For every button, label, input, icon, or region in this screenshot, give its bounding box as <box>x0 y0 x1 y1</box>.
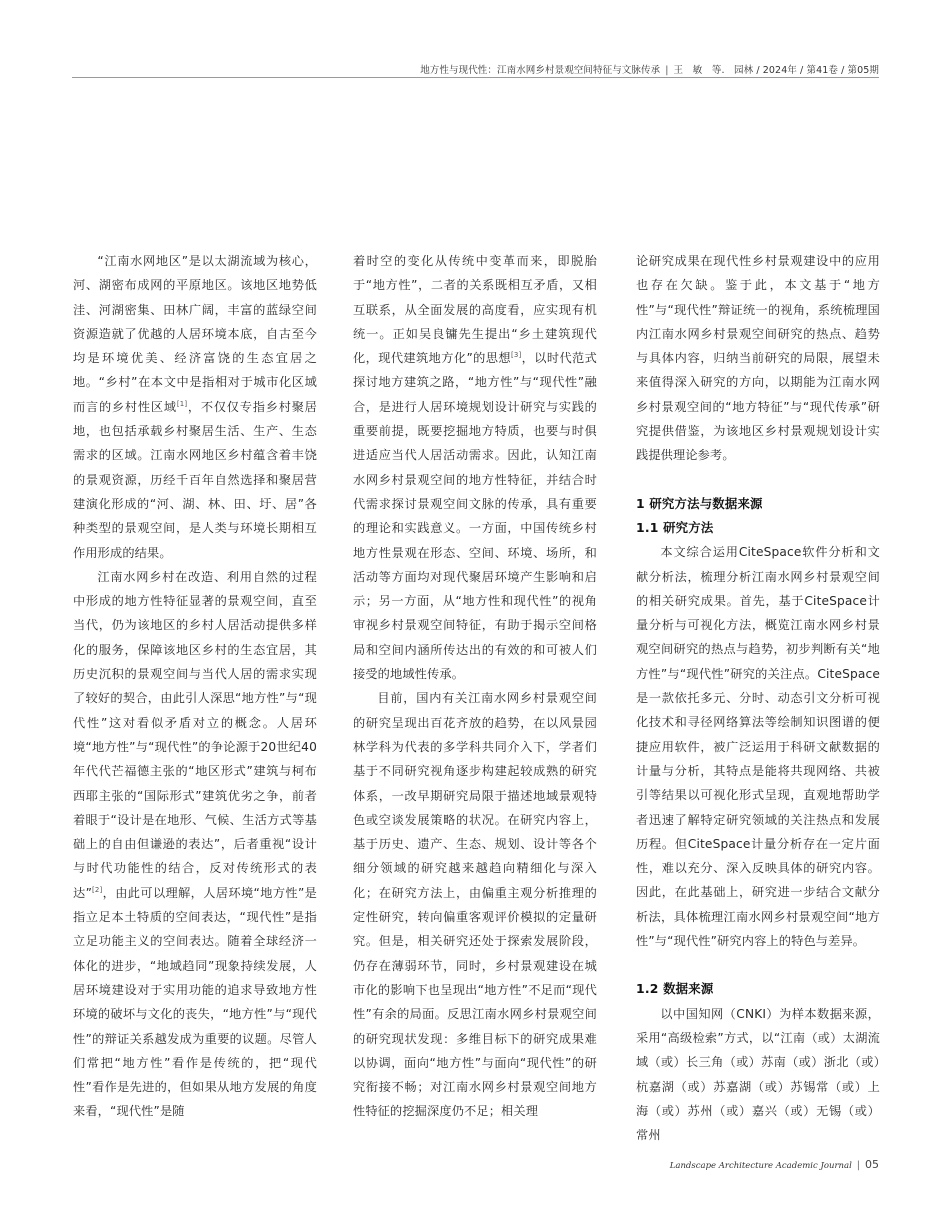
paragraph-intro-3 <box>353 249 597 686</box>
paragraph-intro-5: 论研究成果在现代性乡村景观建设中的应用也存在欠缺。鉴于此，本文基于“地方性”与“现代性”辩证统一的视角，系统梳理国内江南水网乡村景观空间研究的热点、趋势与具体内容，归纳当前研究的局限，展望未来值得深入研究的方向，以期能为江南水网乡村景观空间的“地方特征”与“现代传承”研究提供借鉴，为该地区乡村景观规划设计实践提供理论参考。 <box>636 254 880 463</box>
section-spacer <box>636 953 880 977</box>
text-column-3 <box>636 249 880 1147</box>
paragraph-text: 着时空的变化从传统中变革而来，即脱胎于“地方性”，二者的关系既相互矛盾，又相互联系，从全面发展的高度看，应实现有机统一。正如吴良镛先生提出“乡土建筑现代化，现代建筑地方化”的思想 <box>353 254 597 366</box>
footer-journal-name: Landscape Architecture Academic Journal <box>669 1161 852 1171</box>
section-spacer <box>636 468 880 492</box>
section-heading-1-2: 1.2 数据来源 <box>636 981 714 997</box>
reference-marker[interactable]: [3] <box>511 351 522 360</box>
header-article-title: 地方性与现代性：江南水网乡村景观空间特征与文脉传承 <box>420 65 661 76</box>
section-heading-1: 1 研究方法与数据来源 <box>636 495 763 511</box>
page-number: 05 <box>865 1158 879 1171</box>
paragraph-intro-1 <box>73 249 317 565</box>
paragraph-methods: 本文综合运用CiteSpace软件分析和文献分析法，梳理分析江南水网乡村景观空间的相关研究成果。首先，基于CiteSpace计量分析与可视化方法，概览江南水网乡村景观空间研究的热点与趋势，初步判断有关“地方性”与“现代性”研究的关注点。CiteSpace是一款依托多元、分时、动态引文分析可视化技术和寻径网络算法等绘制知识图谱的便捷应用软件，被广泛运用于科研文献数据的计量与分析，其特点是能将共现网络、共被引等结果以可视化形式呈现，直观地帮助学者迅速了解特定研究领域的关注热点和发展历程。但CiteSpace计量分析存在一定片面性，难以充分、深入反映具体的研究内容。因此，在此基础上，研究进一步结合文献分析法，具体梳理江南水网乡村景观空间“地方性”与“现代性”研究内容上的特色与差异。 <box>636 545 880 949</box>
paragraph-text: “江南水网地区”是以太湖流域为核心，河、湖密布成网的平原地区。该地区地势低洼、河湖密集、田林广阔，丰富的蓝绿空间资源造就了优越的人居环境本底，自古至今均是环境优美、经济富饶的生态宜居之地。“乡村”在本文中是指相对于城市化区域而言的乡村性区域 <box>73 254 317 414</box>
header-divider <box>72 77 879 78</box>
paragraph-data-source: 以中国知网（CNKI）为样本数据来源，采用“高级检索”方式，以“江南（或）太湖流域（或）长三角（或）苏南（或）浙北（或）杭嘉湖（或）苏嘉湖（或）苏锡常（或）上海（或）苏州（或）嘉兴（或）无锡（或）常州 <box>636 1006 880 1143</box>
paragraph-text: ，以时代范式探讨地方建筑之路，“地方性”与“现代性”融合，是进行人居环境规划设计研究与实践的重要前提，既要挖掘地方特质，也要与时俱进适应当代人居活动需求。因此，认知江南水网乡村景观空间的地方性特征，并结合时代需求探讨景观空间文脉的传承，具有重要的理论和实践意义。一方面，中国传统乡村地方性景观在形态、空间、环境、场所，和活动等方面均对现代聚居环境产生影响和启示；另一方面，从“地方性和现代性”的视角审视乡村景观空间特征，有助于揭示空间格局和空间内涵所传达出的有效的和可被人们接受的地域性传承。 <box>353 351 598 682</box>
text-column-1 <box>73 249 317 1124</box>
header-journal-info: 园林 / 2024年 / 第41卷 / 第05期 <box>734 65 879 76</box>
running-header <box>420 62 879 76</box>
header-authors: 王 敏 等. <box>673 65 725 76</box>
paragraph-text: ，不仅仅专指乡村聚居地，也包括承载乡村聚居生活、生产、生态需求的区域。江南水网地区乡村蕴含着丰饶的景观资源，历经千百年自然选择和聚居营建演化形成的“河、湖、林、田、圩、居”各种类型的景观空间，是人类与环境长期相互作用形成的结果。 <box>73 399 318 560</box>
reference-marker[interactable]: [1] <box>176 399 188 408</box>
section-heading-1-1: 1.1 研究方法 <box>636 519 714 535</box>
header-separator: | <box>665 65 669 76</box>
paragraph-intro-2 <box>73 565 317 1124</box>
text-column-2 <box>353 249 597 1124</box>
paragraph-text: ，由此可以理解，人居环境“地方性”是指立足本土特质的空间表达，“现代性”是指立足功能主义的空间表达。随着全球经济一体化的进步，“地域趋同”现象持续发展，人居环境建设对于实用功能的追求导致地方性环境的破坏与文化的丧失，“地方性”与“现代性”的辩证关系越发成为重要的议题。尽管人们常把“地方性”看作是传统的，把“现代性”看作是先进的，但如果从地方发展的角度来看，“现代性”是随 <box>73 885 317 1119</box>
reference-marker[interactable]: [2] <box>92 885 103 894</box>
paragraph-text: 江南水网乡村在改造、利用自然的过程中形成的地方性特征显著的景观空间，直至当代，仍为该地区的乡村人居活动提供多样化的服务，保障该地区乡村的生态宜居，其历史沉积的景观空间与当代人居的需求实现了较好的契合，由此引人深思“地方性”与“现代性”这对看似矛盾对立的概念。人居环境“地方性”与“现代性”的争论源于20世纪40年代代芒福德主张的“地区形式”建筑与柯布西耶主张的“国际形式”建筑优劣之争，前者着眼于“设计是在地形、气候、生活方式等基础上的自由但谦逊的表达”，后者重视“设计与时代功能性的结合，反对传统形式的表达” <box>73 569 317 900</box>
footer-separator: | <box>856 1160 860 1171</box>
running-footer <box>670 1158 879 1171</box>
paragraph-intro-4: 目前，国内有关江南水网乡村景观空间的研究呈现出百花齐放的趋势，在以风景园林学科为代表的多学科共同介入下，学者们基于不同研究视角逐步构建起较成熟的研究体系，一改早期研究局限于描述地域景观特色或空谈发展策略的状况。在研究内容上，基于历史、遗产、生态、规划、设计等各个细分领域的研究越来越趋向精细化与深入化；在研究方法上，由偏重主观分析推理的定性研究，转向偏重客观评价模拟的定量研究。但是，相关研究还处于探索发展阶段，仍存在薄弱环节，同时，乡村景观建设在城市化的影响下也呈现出“地方性”不足而“现代性”有余的局面。反思江南水网乡村景观空间的研究现状发现：多维目标下的研究成果难以协调，面向“地方性”与面向“现代性”的研究衔接不畅；对江南水网乡村景观空间地方性特征的挖掘深度仍不足；相关理 <box>353 691 597 1119</box>
